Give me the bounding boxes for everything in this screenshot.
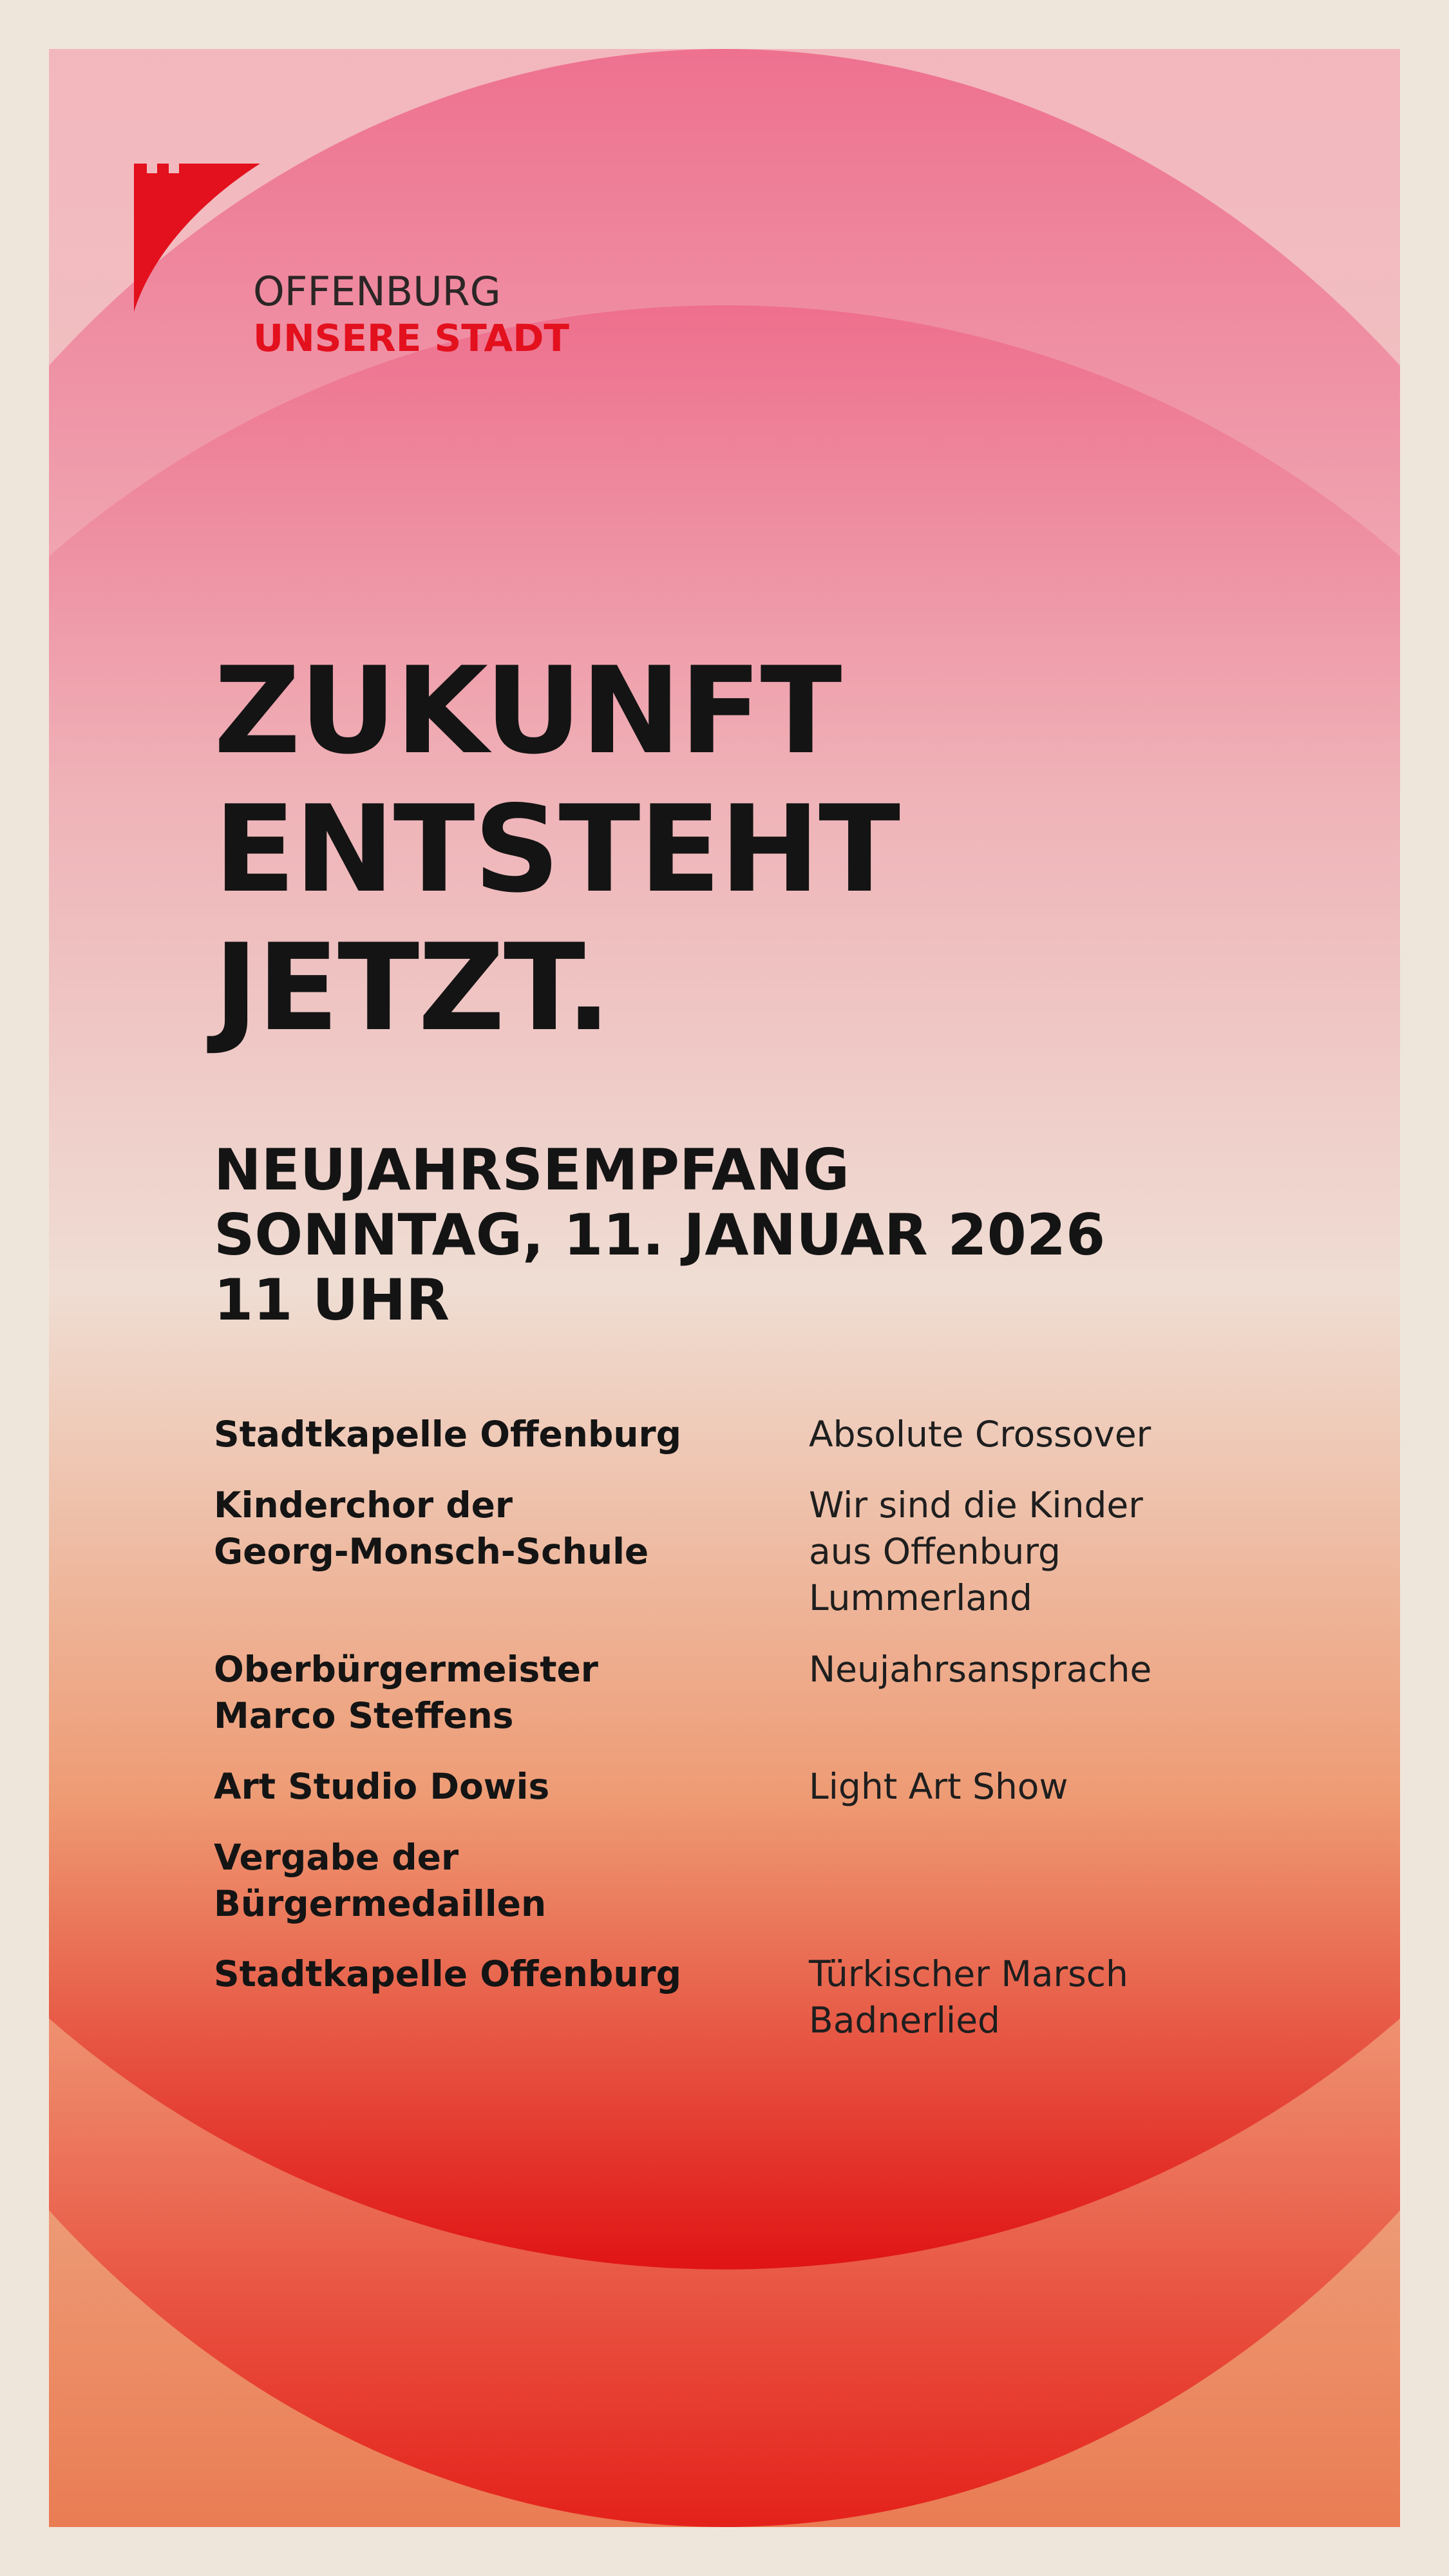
program-performer [214, 1951, 793, 1997]
program-pieces [809, 1646, 1298, 1692]
program-pieces [809, 1951, 1298, 2043]
event-info [214, 1137, 1105, 1332]
piece-line: Badnerlied [809, 2000, 1000, 2041]
piece-line: Neujahrsansprache [809, 1649, 1152, 1690]
program-pieces [809, 1482, 1298, 1621]
program-performer [214, 1482, 793, 1575]
performer-line: Stadtkapelle Offenburg [214, 1414, 681, 1455]
performer-line: Marco Steffens [214, 1695, 514, 1736]
headline-line: ZUKUNFT [214, 641, 841, 781]
event-date: SONNTAG, 11. JANUAR 2026 [214, 1202, 1106, 1268]
program-performer [214, 1763, 793, 1810]
piece-line: Light Art Show [809, 1766, 1068, 1807]
piece-line: aus Offenburg [809, 1531, 1061, 1572]
city-logo [134, 164, 649, 370]
piece-line: Türkischer Marsch [809, 1953, 1128, 1994]
program-pieces [809, 1763, 1298, 1810]
performer-line: Art Studio Dowis [214, 1766, 550, 1807]
performer-line: Stadtkapelle Offenburg [214, 1953, 681, 1994]
logo-city-name: OFFENBURG [253, 268, 501, 315]
event-time: 11 UHR [214, 1267, 450, 1333]
performer-line: Oberbürgermeister [214, 1649, 598, 1690]
piece-line: Lummerland [809, 1577, 1032, 1618]
headline-line: JETZT. [214, 918, 611, 1057]
program-performer [214, 1834, 793, 1927]
program-pieces [809, 1411, 1298, 1457]
program-performer [214, 1646, 793, 1739]
piece-line: Absolute Crossover [809, 1414, 1151, 1455]
logo-slogan: UNSERE STADT [253, 316, 569, 360]
performer-line: Bürgermedaillen [214, 1883, 547, 1924]
program-performer [214, 1411, 793, 1457]
headline [214, 641, 899, 1057]
performer-line: Georg-Monsch-Schule [214, 1531, 649, 1572]
poster [49, 49, 1400, 2527]
performer-line: Vergabe der [214, 1837, 459, 1878]
headline-line: ENTSTEHT [214, 779, 900, 919]
performer-line: Kinderchor der [214, 1484, 513, 1526]
event-name: NEUJAHRSEMPFANG [214, 1137, 850, 1203]
piece-line: Wir sind die Kinder [809, 1484, 1143, 1526]
